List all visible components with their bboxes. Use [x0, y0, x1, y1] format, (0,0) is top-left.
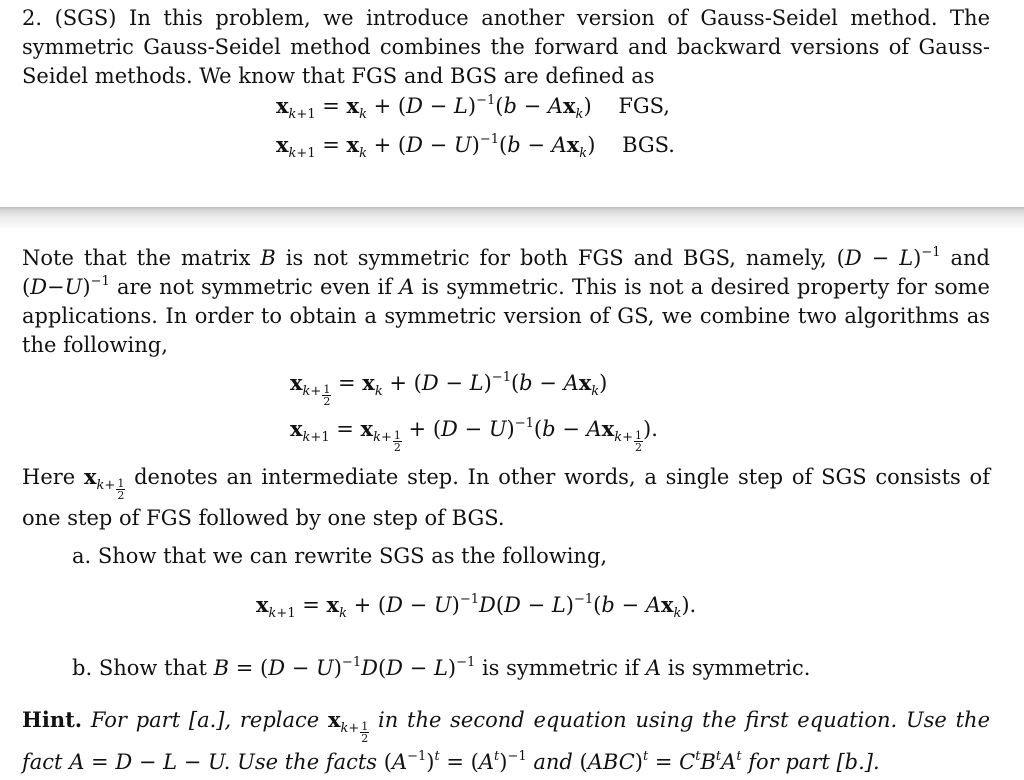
note-paragraph: Note that the matrix B is not symmetric for both FGS and BGS, namely, $(D - L)^{-1}$ and $(D-U)^{-1}$ are not symmetric even if A is symmetric. This is not a desired property for some applications. In order to obtain a symmetric version of GS, we combine two algorithms as the following, [22, 245, 990, 357]
top-page-fragment [0, 0, 1024, 207]
part-a-equation: $x_{k+1} = x_k + (D - U)^{-1}D(D - L)^{-1}(b - Ax_k)$. [256, 592, 697, 621]
part-b-statement: b. Show that $B = (D - U)^{-1}D(D - L)^{-1}$ is symmetric if A is symmetric. [72, 655, 811, 680]
hint-paragraph: Hint. For part [a.], replace $x_{k+ \frac{1}{2}}$ in the second equation using the first equation. Use the fact A = D − L − U. Use the facts $(A^{-1})^t = (A^t)^{-1}$ and $(ABC)^t = C^tB^tA^t$ for part [b.]. [22, 707, 990, 774]
sgs-equation-2: $x_{k+1} = x_{k+ \frac{1}{2}}$ + $(D - U)^{-1}(b - Ax_{k+ \frac{1}{2}}$ ). [290, 416, 658, 454]
bottom-page-fragment [0, 228, 1024, 772]
fgs-label: FGS, [618, 94, 670, 118]
fgs-equation: $x_{k+1} = x_k + (D - L)^{-1}(b - Ax_k)$ FGS, [276, 93, 670, 122]
here-paragraph: Here $x_{k+ \frac{1}{2}}$ denotes an intermediate step. In other words, a single step of SGS consists of one step of FGS followed by one step of BGS. [22, 464, 990, 530]
page-separator [0, 207, 1024, 228]
sgs-equation-1: $x_{k+ \frac{1}{2}}$ = $x_k + (D - L)^{-1}(b - Ax_k)$ [290, 370, 608, 408]
bgs-equation: $x_{k+1} = x_k + (D - U)^{-1}(b - Ax_k)$ BGS. [276, 132, 675, 161]
bgs-label: BGS. [622, 133, 675, 157]
part-a-statement: a. Show that we can rewrite SGS as the following, [72, 544, 608, 568]
problem-intro: 2. (SGS) In this problem, we introduce another version of Gauss-Seidel method. The symmetric Gauss-Seidel method combines the forward and backward versions of Gauss-Seidel methods. We know that FGS and BGS are defined as [22, 6, 990, 88]
